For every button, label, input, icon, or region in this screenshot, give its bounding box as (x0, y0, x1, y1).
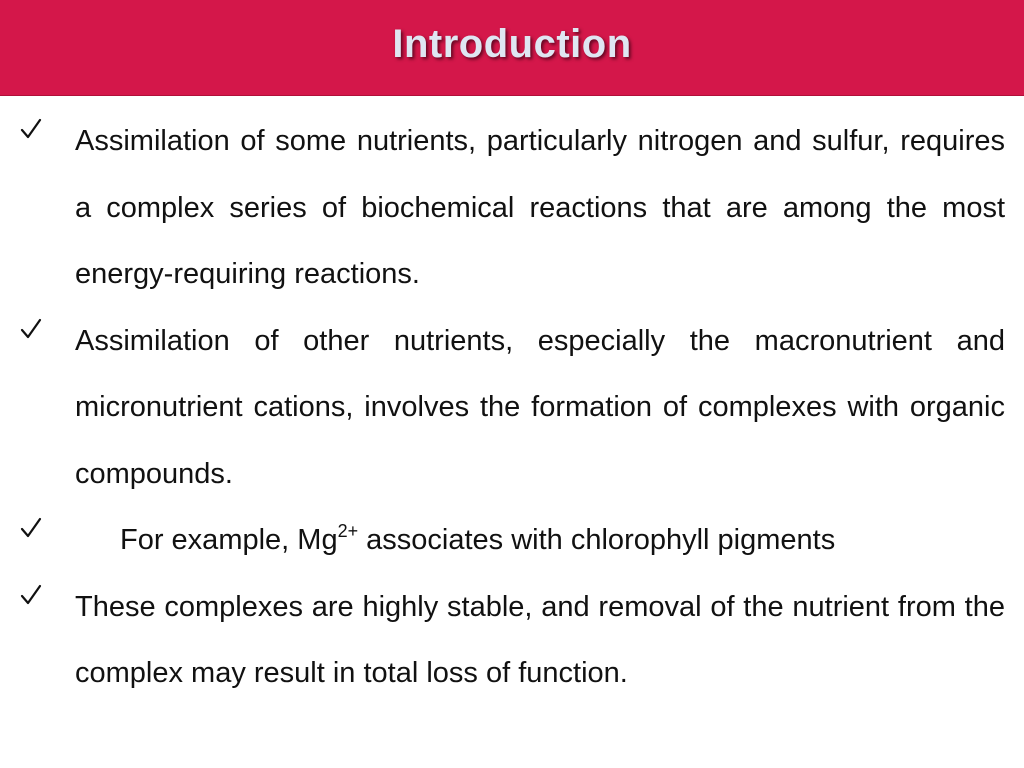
bullet-text-after: associates with chlorophyll pigments (358, 524, 836, 556)
bullet-text-before: For example, Mg (120, 524, 338, 556)
bullet-text: These complexes are highly stable, and removal of the nutrient from the complex may result in total loss of function. (75, 590, 1005, 689)
checkmark-icon (20, 118, 42, 140)
bullet-item (0, 507, 1024, 574)
checkmark-icon (20, 517, 42, 539)
bullet-item (0, 574, 1024, 707)
superscript-charge: 2+ (337, 521, 359, 541)
bullet-item (0, 308, 1024, 508)
checkmark-icon (20, 584, 42, 606)
title-banner (0, 0, 1024, 96)
bullet-text: Assimilation of other nutrients, especially the macronutrient and micronutrient cations, involves the formation of complexes with organic compounds. (75, 324, 1005, 490)
bullet-list (0, 108, 1024, 707)
checkmark-icon (20, 318, 42, 340)
bullet-text: Assimilation of some nutrients, particularly nitrogen and sulfur, requires a complex series of biochemical reactions that are among the most energy-requiring reactions. (75, 125, 1005, 290)
slide-title: Introduction (392, 22, 632, 66)
bullet-item (0, 108, 1024, 308)
bullet-text (75, 507, 1024, 574)
